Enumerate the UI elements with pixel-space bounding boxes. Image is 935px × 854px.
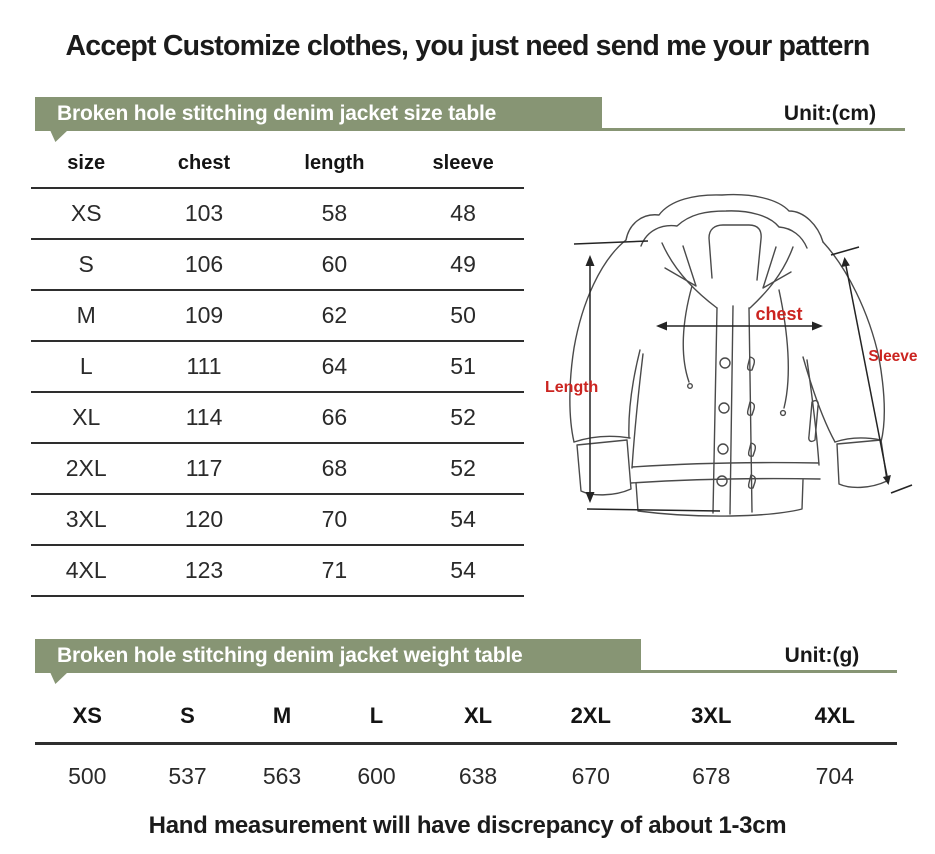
table-row <box>31 443 524 494</box>
size-cell: 3XL <box>31 494 141 545</box>
sleeve-cell: 51 <box>402 341 524 392</box>
size-table-header-row <box>31 140 524 188</box>
table-row <box>31 290 524 341</box>
size-table-banner <box>35 97 602 131</box>
size-cell: M <box>31 290 141 341</box>
hood-back-panel <box>709 225 761 280</box>
sleeve-ref-bottom <box>891 485 912 493</box>
header-cell-sleeve: sleeve <box>402 140 524 188</box>
page-title: Accept Customize clothes, you just need send me your pattern <box>65 30 870 62</box>
button <box>720 358 730 368</box>
size-cell: XS <box>31 188 141 239</box>
header-cell-chest: chest <box>141 140 266 188</box>
weight-table <box>35 690 897 803</box>
arrowheads <box>586 255 891 503</box>
size-cell: 4XL <box>31 545 141 596</box>
chest-cell: 114 <box>141 392 266 443</box>
sleeve-label: Sleeve <box>868 348 918 365</box>
button <box>719 403 729 413</box>
weight-value-cell: 563 <box>262 762 302 789</box>
sleeve-ref-top <box>831 247 859 255</box>
weight-header-cell: S <box>180 703 195 728</box>
sleeve-cell: 54 <box>402 494 524 545</box>
weight-header-cell: 2XL <box>570 703 611 728</box>
weight-value-cell: 670 <box>571 762 610 789</box>
weight-header-cell: XS <box>72 703 102 728</box>
header-cell-size: size <box>31 140 141 188</box>
size-cell: XL <box>31 392 141 443</box>
header-cell-length: length <box>267 140 403 188</box>
chest-cell: 111 <box>141 341 266 392</box>
chest-cell: 103 <box>141 188 266 239</box>
weight-header-cell: 3XL <box>691 703 732 728</box>
weight-value-cell: 600 <box>357 762 396 789</box>
weight-table-banner <box>35 639 641 673</box>
chest-cell: 117 <box>141 443 266 494</box>
jacket-measurement-diagram <box>530 180 935 530</box>
weight-value-cell: 638 <box>458 762 498 789</box>
weight-header-cell: M <box>272 703 292 728</box>
length-cell: 62 <box>267 290 403 341</box>
unit-label-cm: Unit:(cm) <box>783 102 877 125</box>
sleeve-cell: 52 <box>402 392 524 443</box>
weight-value-cell: 678 <box>692 762 731 789</box>
weight-header-cell: L <box>369 703 384 728</box>
length-cell: 58 <box>267 188 403 239</box>
weight-header-cell: 4XL <box>814 703 855 728</box>
length-cell: 71 <box>267 545 403 596</box>
banner-tail <box>50 672 68 684</box>
length-cell: 66 <box>267 392 403 443</box>
length-cell: 70 <box>267 494 403 545</box>
sleeve-cell: 54 <box>402 545 524 596</box>
length-cell: 68 <box>267 443 403 494</box>
weight-header-cell: XL <box>463 703 493 728</box>
button <box>718 444 728 454</box>
chest-cell: 120 <box>141 494 266 545</box>
sleeve-cell: 52 <box>402 443 524 494</box>
weight-value-cell: 537 <box>168 762 207 789</box>
weight-value-cell: 704 <box>815 762 854 789</box>
sleeve-cell: 49 <box>402 239 524 290</box>
cuff-left <box>577 440 631 495</box>
sleeve-cell: 48 <box>402 188 524 239</box>
size-table <box>31 140 524 597</box>
chest-cell: 123 <box>141 545 266 596</box>
length-ref-top <box>574 241 648 244</box>
chest-cell: 109 <box>141 290 266 341</box>
length-ref-bottom <box>587 509 720 511</box>
table-row <box>31 392 524 443</box>
size-cell: S <box>31 239 141 290</box>
drawstring-left <box>683 286 692 382</box>
weight-table-banner-label: Broken hole stitching denim jacket weight table <box>57 644 523 667</box>
size-cell: L <box>31 341 141 392</box>
chest-cell: 106 <box>141 239 266 290</box>
table-row <box>31 188 524 239</box>
length-cell: 60 <box>267 239 403 290</box>
length-label: Length <box>545 379 599 396</box>
chest-label: chest <box>755 304 803 324</box>
table-row <box>31 239 524 290</box>
table-row <box>31 545 524 596</box>
table-row <box>31 341 524 392</box>
weight-value-cell: 500 <box>68 762 107 789</box>
size-cell: 2XL <box>31 443 141 494</box>
button <box>717 476 727 486</box>
size-table-banner-label: Broken hole stitching denim jacket size table <box>57 102 497 125</box>
table-row <box>31 494 524 545</box>
cuff-right <box>837 440 887 487</box>
unit-label-g: Unit:(g) <box>784 644 860 667</box>
length-cell: 64 <box>267 341 403 392</box>
sleeve-cell: 50 <box>402 290 524 341</box>
footer-note: Hand measurement will have discrepancy of about 1-3cm <box>148 812 787 839</box>
